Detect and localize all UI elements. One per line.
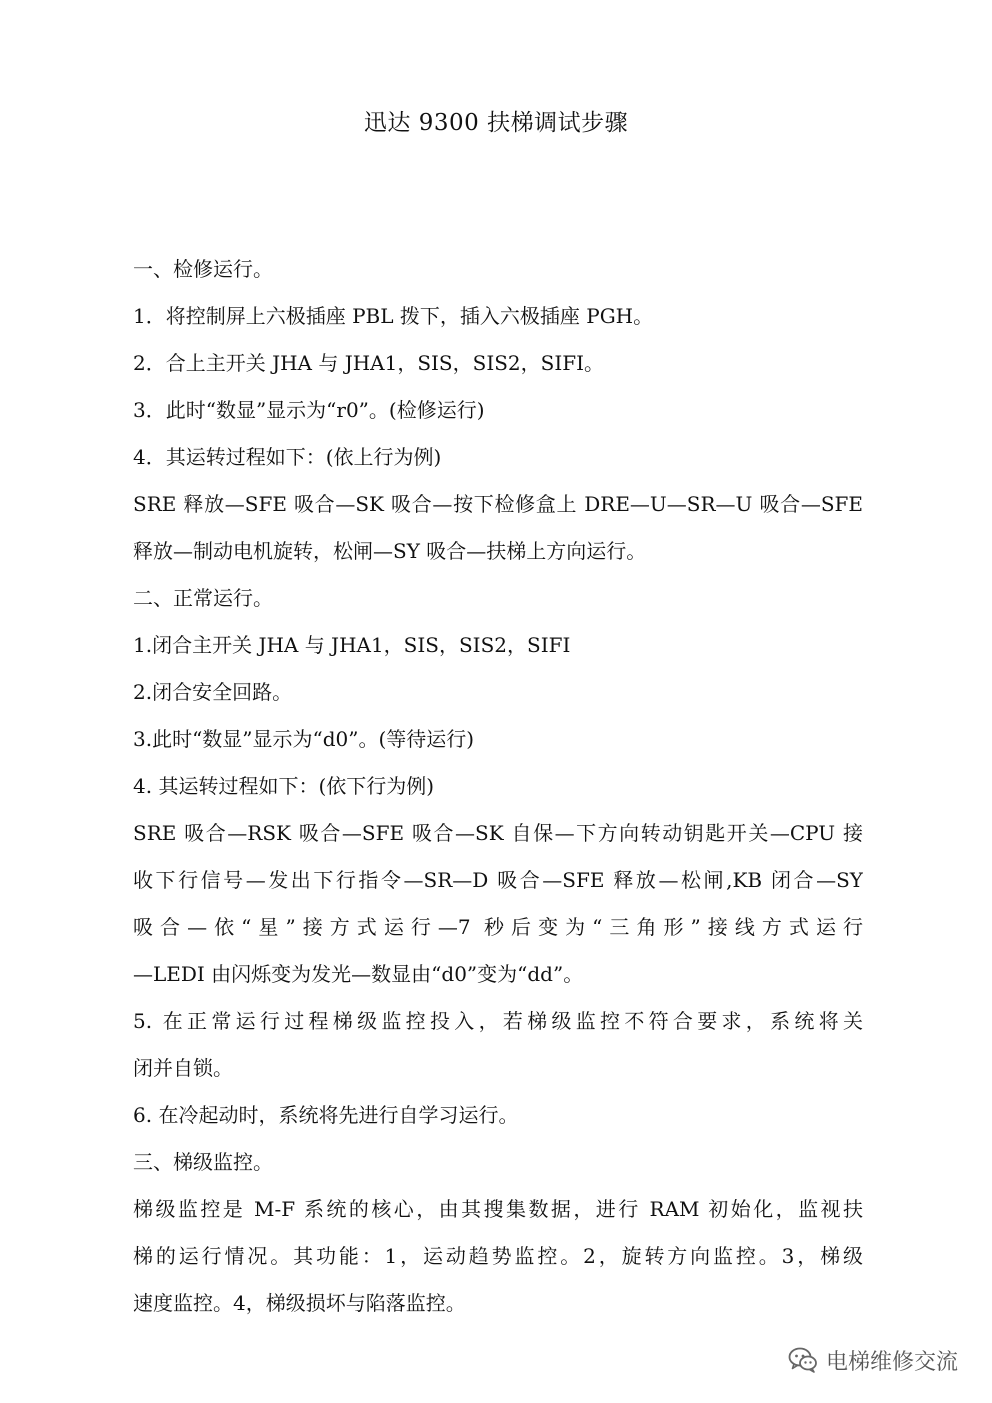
paragraph-line: 2．合上主开关 JHA 与 JHA1，SIS，SIS2，SIFI。 bbox=[133, 351, 605, 375]
paragraph-line: 5. 在正常运行过程梯级监控投入，若梯级监控不符合要求，系统将关 bbox=[133, 1009, 863, 1033]
paragraph-line: 闭并自锁。 bbox=[133, 1056, 233, 1080]
section-heading-maintenance: 一、检修运行。 bbox=[133, 257, 273, 281]
watermark-text: 电梯维修交流 bbox=[825, 1349, 958, 1375]
paragraph-line: 速度监控。4，梯级损坏与陷落监控。 bbox=[133, 1291, 466, 1315]
paragraph-line: 3.此时“数显”显示为“d0”。(等待运行) bbox=[133, 727, 475, 751]
paragraph-line: 梯的运行情况。其功能：1，运动趋势监控。2，旋转方向监控。3，梯级 bbox=[133, 1244, 863, 1268]
paragraph-line: 6. 在冷起动时，系统将先进行自学习运行。 bbox=[133, 1103, 519, 1127]
paragraph-line: 收下行信号—发出下行指令—SR—D 吸合—SFE 释放—松闸,KB 闭合—SY bbox=[133, 868, 863, 892]
section-heading-step-monitor: 三、梯级监控。 bbox=[133, 1150, 273, 1174]
paragraph-line: 4．其运转过程如下：(依上行为例) bbox=[133, 445, 442, 469]
paragraph-line: 2.闭合安全回路。 bbox=[133, 680, 293, 704]
paragraph-line: 1．将控制屏上六极插座 PBL 拨下，插入六极插座 PGH。 bbox=[133, 304, 654, 328]
paragraph-line: 3．此时“数显”显示为“r0”。(检修运行) bbox=[133, 398, 485, 422]
paragraph-line: 梯级监控是 M-F 系统的核心，由其搜集数据，进行 RAM 初始化，监视扶 bbox=[133, 1197, 863, 1221]
section-heading-normal: 二、正常运行。 bbox=[133, 586, 273, 610]
paragraph-line: SRE 释放—SFE 吸合—SK 吸合—按下检修盒上 DRE—U—SR—U 吸合—SFE bbox=[133, 492, 863, 516]
paragraph-line: 释放—制动电机旋转，松闸—SY 吸合—扶梯上方向运行。 bbox=[133, 539, 647, 563]
paragraph-line: —LEDI 由闪烁变为发光—数显由“d0”变为“dd”。 bbox=[133, 962, 584, 986]
paragraph-line: 4. 其运转过程如下：(依下行为例) bbox=[133, 774, 435, 798]
page-title: 迅达 9300 扶梯调试步骤 bbox=[363, 110, 629, 136]
paragraph-line: SRE 吸合—RSK 吸合—SFE 吸合—SK 自保—下方向转动钥匙开关—CPU 接 bbox=[133, 821, 863, 845]
document-body bbox=[133, 246, 863, 1327]
paragraph-line: 1.闭合主开关 JHA 与 JHA1，SIS，SIS2，SIFI bbox=[133, 633, 571, 657]
paragraph-line: 吸合—依“星”接方式运行—7 秒后变为“三角形”接线方式运行 bbox=[133, 915, 863, 939]
wechat-icon bbox=[788, 1347, 818, 1373]
watermark bbox=[788, 1340, 958, 1380]
